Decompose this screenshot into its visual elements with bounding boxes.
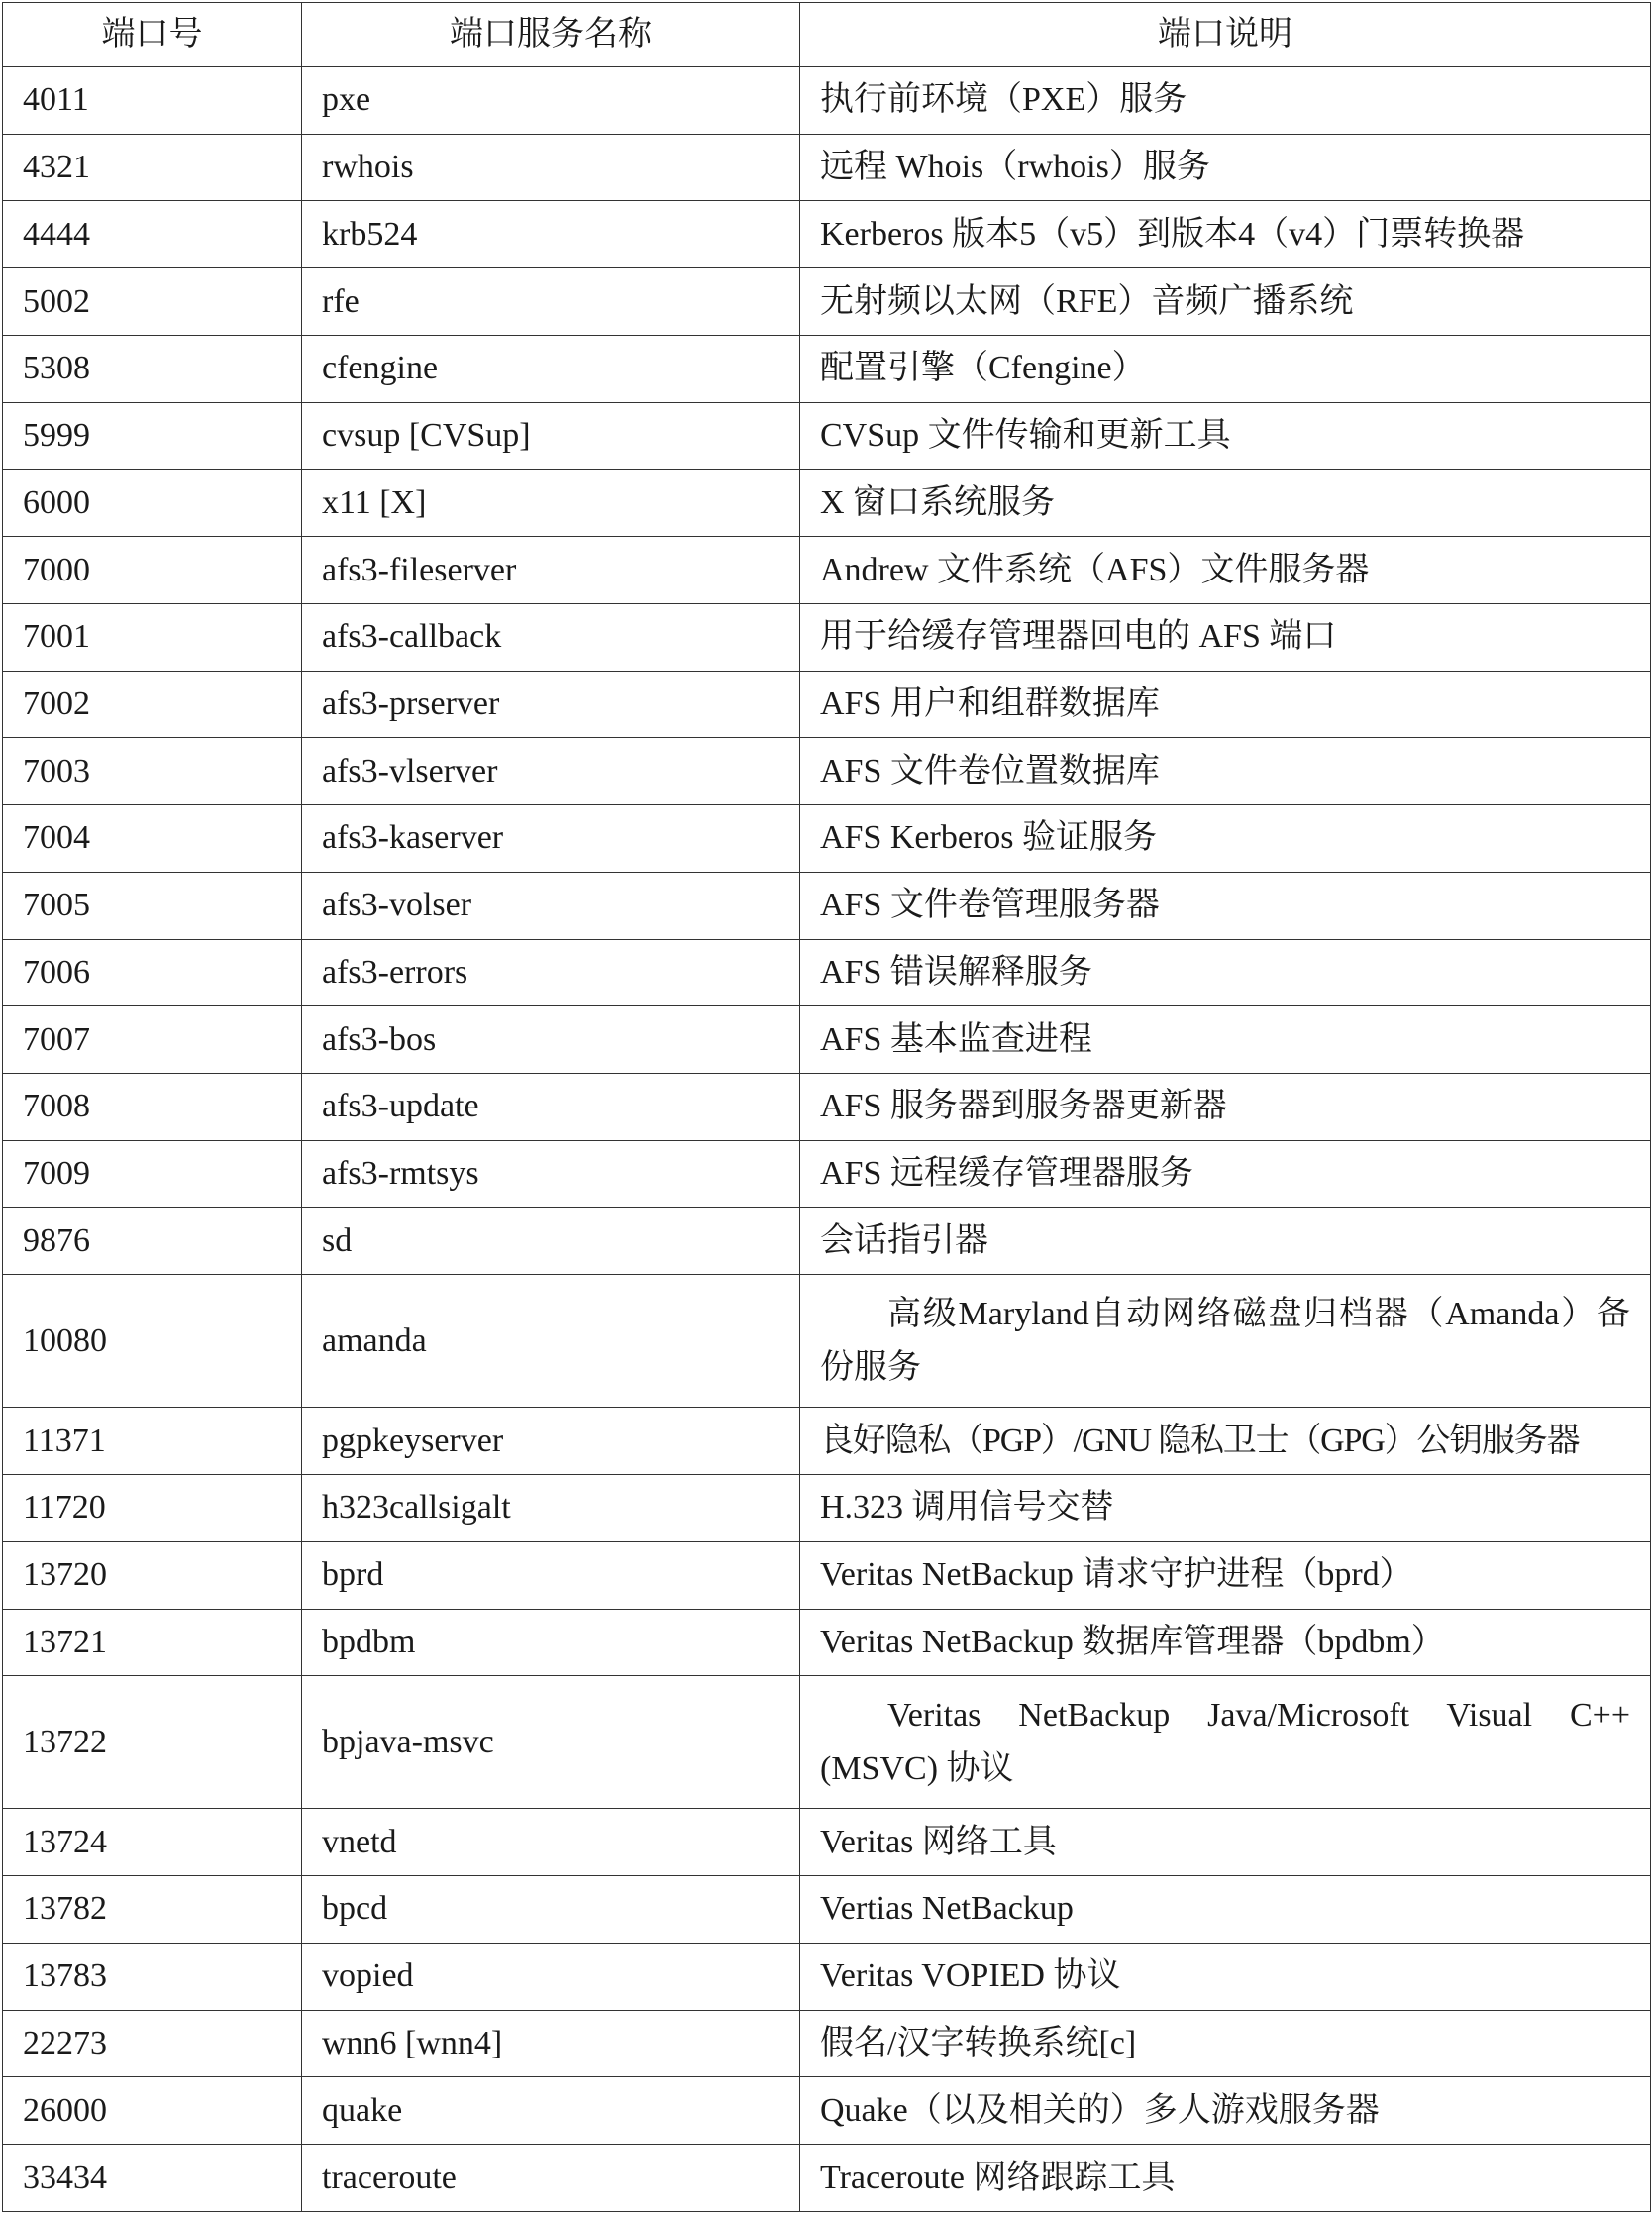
description-cell: Veritas NetBackup Java/Microsoft Visual C++ (MSVC) 协议 <box>800 1676 1651 1809</box>
table-row <box>3 1943 1651 2010</box>
service-name-cell: sd <box>302 1208 800 1275</box>
header-row <box>3 3 1651 67</box>
table-row <box>3 1809 1651 1876</box>
table-row <box>3 738 1651 805</box>
service-name-cell: pxe <box>302 67 800 135</box>
port-cell: 7004 <box>3 805 302 873</box>
port-cell: 13722 <box>3 1676 302 1809</box>
service-name-cell: h323callsigalt <box>302 1475 800 1542</box>
table-row <box>3 402 1651 470</box>
table-row <box>3 1275 1651 1408</box>
table-row <box>3 470 1651 537</box>
description-cell: 用于给缓存管理器回电的 AFS 端口 <box>800 603 1651 671</box>
port-cell: 13783 <box>3 1943 302 2010</box>
table-row <box>3 67 1651 135</box>
table-row <box>3 1475 1651 1542</box>
port-cell: 7003 <box>3 738 302 805</box>
description-cell: Traceroute 网络跟踪工具 <box>800 2145 1651 2212</box>
description-cell: AFS 错误解释服务 <box>800 939 1651 1006</box>
description-cell: Veritas 网络工具 <box>800 1809 1651 1876</box>
service-name-cell: rfe <box>302 268 800 336</box>
service-name-cell: afs3-callback <box>302 603 800 671</box>
service-name-cell: afs3-errors <box>302 939 800 1006</box>
service-name-cell: bpcd <box>302 1876 800 1944</box>
table-row <box>3 335 1651 402</box>
port-cell: 5002 <box>3 268 302 336</box>
description-cell: 高级Maryland自动网络磁盘归档器（Amanda）备份服务 <box>800 1275 1651 1408</box>
service-name-cell: pgpkeyserver <box>302 1408 800 1475</box>
description-cell: 远程 Whois（rwhois）服务 <box>800 134 1651 201</box>
port-cell: 7005 <box>3 872 302 939</box>
table-row <box>3 1408 1651 1475</box>
service-name-cell: cvsup [CVSup] <box>302 402 800 470</box>
description-cell: AFS 文件卷管理服务器 <box>800 872 1651 939</box>
table-row <box>3 2010 1651 2077</box>
port-cell: 4444 <box>3 201 302 268</box>
port-cell: 9876 <box>3 1208 302 1275</box>
table-row <box>3 2145 1651 2212</box>
port-cell: 7000 <box>3 537 302 604</box>
table-row <box>3 1876 1651 1944</box>
description-cell: CVSup 文件传输和更新工具 <box>800 402 1651 470</box>
port-cell: 11720 <box>3 1475 302 1542</box>
port-cell: 7008 <box>3 1074 302 1141</box>
service-name-cell: afs3-update <box>302 1074 800 1141</box>
table-row <box>3 1074 1651 1141</box>
description-cell: 执行前环境（PXE）服务 <box>800 67 1651 135</box>
port-cell: 13720 <box>3 1541 302 1609</box>
port-cell: 6000 <box>3 470 302 537</box>
table-row <box>3 1541 1651 1609</box>
table-row <box>3 1208 1651 1275</box>
table-row <box>3 603 1651 671</box>
port-cell: 7002 <box>3 671 302 738</box>
service-name-cell: vnetd <box>302 1809 800 1876</box>
port-cell: 5999 <box>3 402 302 470</box>
port-cell: 7006 <box>3 939 302 1006</box>
service-name-cell: bprd <box>302 1541 800 1609</box>
description-cell: AFS 服务器到服务器更新器 <box>800 1074 1651 1141</box>
table-row <box>3 201 1651 268</box>
description-cell: Veritas NetBackup 数据库管理器（bpdbm） <box>800 1609 1651 1676</box>
table-row <box>3 537 1651 604</box>
service-name-cell: afs3-fileserver <box>302 537 800 604</box>
service-name-cell: x11 [X] <box>302 470 800 537</box>
service-name-cell: vopied <box>302 1943 800 2010</box>
description-cell: 假名/汉字转换系统[c] <box>800 2010 1651 2077</box>
service-name-cell: rwhois <box>302 134 800 201</box>
description-cell: AFS 基本监查进程 <box>800 1006 1651 1074</box>
port-cell: 13721 <box>3 1609 302 1676</box>
service-name-cell: bpjava-msvc <box>302 1676 800 1809</box>
table-row <box>3 268 1651 336</box>
service-name-cell: krb524 <box>302 201 800 268</box>
description-cell: Quake（以及相关的）多人游戏服务器 <box>800 2077 1651 2145</box>
service-name-cell: amanda <box>302 1275 800 1408</box>
table-row <box>3 872 1651 939</box>
header-port: 端口号 <box>3 3 302 67</box>
table-row <box>3 939 1651 1006</box>
port-cell: 22273 <box>3 2010 302 2077</box>
description-cell: 无射频以太网（RFE）音频广播系统 <box>800 268 1651 336</box>
description-cell: AFS Kerberos 验证服务 <box>800 805 1651 873</box>
table-row <box>3 805 1651 873</box>
description-cell: Andrew 文件系统（AFS）文件服务器 <box>800 537 1651 604</box>
description-cell: AFS 用户和组群数据库 <box>800 671 1651 738</box>
port-cell: 4011 <box>3 67 302 135</box>
port-cell: 7009 <box>3 1140 302 1208</box>
description-cell: 会话指引器 <box>800 1208 1651 1275</box>
port-cell: 5308 <box>3 335 302 402</box>
description-cell: 配置引擎（Cfengine） <box>800 335 1651 402</box>
service-name-cell: afs3-prserver <box>302 671 800 738</box>
port-cell: 7001 <box>3 603 302 671</box>
table-row <box>3 2077 1651 2145</box>
service-name-cell: afs3-vlserver <box>302 738 800 805</box>
table-row <box>3 1140 1651 1208</box>
port-cell: 13724 <box>3 1809 302 1876</box>
port-cell: 33434 <box>3 2145 302 2212</box>
service-name-cell: cfengine <box>302 335 800 402</box>
table-row <box>3 134 1651 201</box>
service-name-cell: quake <box>302 2077 800 2145</box>
service-name-cell: afs3-volser <box>302 872 800 939</box>
port-cell: 4321 <box>3 134 302 201</box>
description-cell: Veritas NetBackup 请求守护进程（bprd） <box>800 1541 1651 1609</box>
table-row <box>3 1006 1651 1074</box>
table-row <box>3 1676 1651 1809</box>
description-cell: X 窗口系统服务 <box>800 470 1651 537</box>
description-cell: AFS 远程缓存管理器服务 <box>800 1140 1651 1208</box>
description-cell: Veritas VOPIED 协议 <box>800 1943 1651 2010</box>
port-cell: 13782 <box>3 1876 302 1944</box>
description-cell: H.323 调用信号交替 <box>800 1475 1651 1542</box>
service-name-cell: afs3-bos <box>302 1006 800 1074</box>
port-cell: 26000 <box>3 2077 302 2145</box>
port-cell: 11371 <box>3 1408 302 1475</box>
table-row <box>3 1609 1651 1676</box>
service-name-cell: traceroute <box>302 2145 800 2212</box>
service-name-cell: afs3-kaserver <box>302 805 800 873</box>
table-row <box>3 671 1651 738</box>
port-cell: 10080 <box>3 1275 302 1408</box>
header-service-name: 端口服务名称 <box>302 3 800 67</box>
service-name-cell: wnn6 [wnn4] <box>302 2010 800 2077</box>
service-name-cell: afs3-rmtsys <box>302 1140 800 1208</box>
description-cell: 良好隐私（PGP）/GNU 隐私卫士（GPG）公钥服务器 <box>800 1408 1651 1475</box>
port-table <box>2 2 1651 2212</box>
header-description: 端口说明 <box>800 3 1651 67</box>
service-name-cell: bpdbm <box>302 1609 800 1676</box>
description-cell: AFS 文件卷位置数据库 <box>800 738 1651 805</box>
port-cell: 7007 <box>3 1006 302 1074</box>
description-cell: Vertias NetBackup <box>800 1876 1651 1944</box>
description-cell: Kerberos 版本5（v5）到版本4（v4）门票转换器 <box>800 201 1651 268</box>
